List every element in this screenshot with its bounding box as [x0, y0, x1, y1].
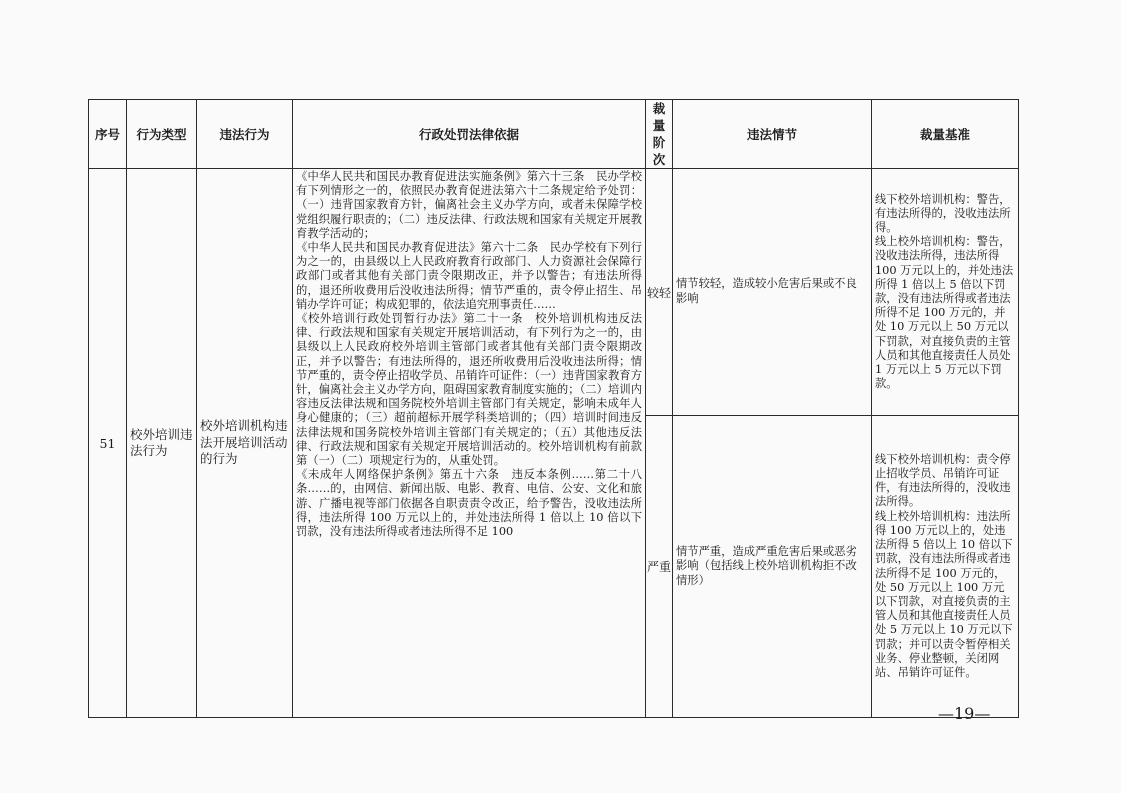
- penalty-table: [88, 99, 1019, 718]
- row-behavior-type: 校外培训违法行为: [127, 169, 197, 718]
- standard-light-cell: [872, 169, 1019, 416]
- header-behavior: 违法行为: [197, 100, 293, 169]
- level-severe: 严重: [646, 416, 673, 718]
- standard-paragraph: 线下校外培训机构：责令停止招收学员、吊销许可证件，有违法所得的，没收违法所得。: [875, 452, 1011, 509]
- table-body: [89, 169, 1019, 718]
- standard-paragraph: 线下校外培训机构：警告，有违法所得的，没收违法所得。: [875, 192, 1011, 234]
- header-index: 序号: [89, 100, 127, 169]
- header-standard: 裁量基准: [872, 100, 1019, 169]
- standard-paragraph: 线上校外培训机构：警告，没收违法所得，违法所得 100 万元以上的，并处违法所得 1 倍以上 5 倍以下罚款，没有违法所得或者违法所得不足 100 万元的，并处 10 万元以上 50 万元以下罚款，对直接负责的主管人员和其他直接责任人员处 1 万元以上 5 万元以下罚款。: [875, 235, 1014, 391]
- row-index: 51: [89, 169, 127, 718]
- standard-severe-cell: [872, 416, 1019, 718]
- circumstance-severe: 情节严重，造成严重危害后果或恶劣影响（包括线上校外培训机构拒不改情形）: [673, 416, 872, 718]
- legal-basis-cell: [293, 169, 646, 718]
- level-light: 较轻: [646, 169, 673, 416]
- standard-paragraph: 线上校外培训机构：违法所得 100 万元以上的，处违法所得 5 倍以上 10 倍以下罚款，没有违法所得或者违法所得不足 100 万元的，处 50 万元以上 100 万元以下罚款，对直接负责的主管人员和其他直接责任人员处 5 万元以上 10 万元以下罚款；并可以责令暂停相关业务、停业整顿，关闭网站、吊销许可证件。: [875, 509, 1013, 679]
- header-type: 行为类型: [127, 100, 197, 169]
- header-level: 裁量阶次: [646, 100, 673, 169]
- page-number: —19—: [938, 704, 991, 723]
- circumstance-light: 情节较轻，造成较小危害后果或不良影响: [673, 169, 872, 416]
- table-row: [89, 169, 1019, 416]
- table-header: [89, 100, 1019, 169]
- legal-basis-paragraph: 《中华人民共和国民办教育促进法》第六十二条 民办学校有下列行为之一的，由县级以上人民政府教育行政部门、人力资源社会保障行政部门或者其他有关部门责令限期改正，并予以警告；有违法所得的，退还所收费用后没收违法所得；情节严重的，责令停止招生、吊销办学许可证；构成犯罪的，依法追究刑事责任……: [296, 241, 642, 311]
- legal-basis-paragraph: 《未成年人网络保护条例》第五十六条 违反本条例……第二十八条……的，由网信、新闻出版、电影、教育、电信、公安、文化和旅游、广播电视等部门依据各自职责责令改正，给予警告，没收违法所得，违法所得 100 万元以上的，并处违法所得 1 倍以上 10 倍以下罚款，没有违法所得或者违法所得不足 100: [296, 468, 642, 539]
- header-circumstance: 违法情节: [673, 100, 872, 169]
- legal-basis-paragraph: 《校外培训行政处罚暂行办法》第二十一条 校外培训机构违反法律、行政法规和国家有关规定开展培训活动，有下列行为之一的，由县级以上人民政府校外培训主管部门或者其他有关部门责令限期改正，并予以警告；有违法所得的，退还所收费用后没收违法所得；情节严重的，责令停止招收学员、吊销许可证件：（一）违背国家教育方针，偏离社会主义办学方向，阻碍国家教育制度实施的；（二）培训内容违反法律法规和国务院校外培训主管部门有关规定，影响未成年人身心健康的；（三）超前超标开展学科类培训的；（四）培训时间违反法律法规和国务院校外培训主管部门有关规定的；（五）其他违反法律、行政法规和国家有关规定开展培训活动的。校外培训机构有前款第（一）（二）项规定行为的，从重处罚。: [296, 312, 642, 468]
- row-behavior: 校外培训机构违法开展培训活动的行为: [197, 169, 293, 718]
- header-basis: 行政处罚法律依据: [293, 100, 646, 169]
- header-row: [89, 100, 1019, 169]
- legal-basis-paragraph: 《中华人民共和国民办教育促进法实施条例》第六十三条 民办学校有下列情形之一的，依照民办教育促进法第六十二条规定给予处罚：（一）违背国家教育方针，偏离社会主义办学方向，或者未保障学校党组织履行职责的；（二）违反法律、行政法规和国家有关规定开展教育教学活动的；: [296, 170, 642, 240]
